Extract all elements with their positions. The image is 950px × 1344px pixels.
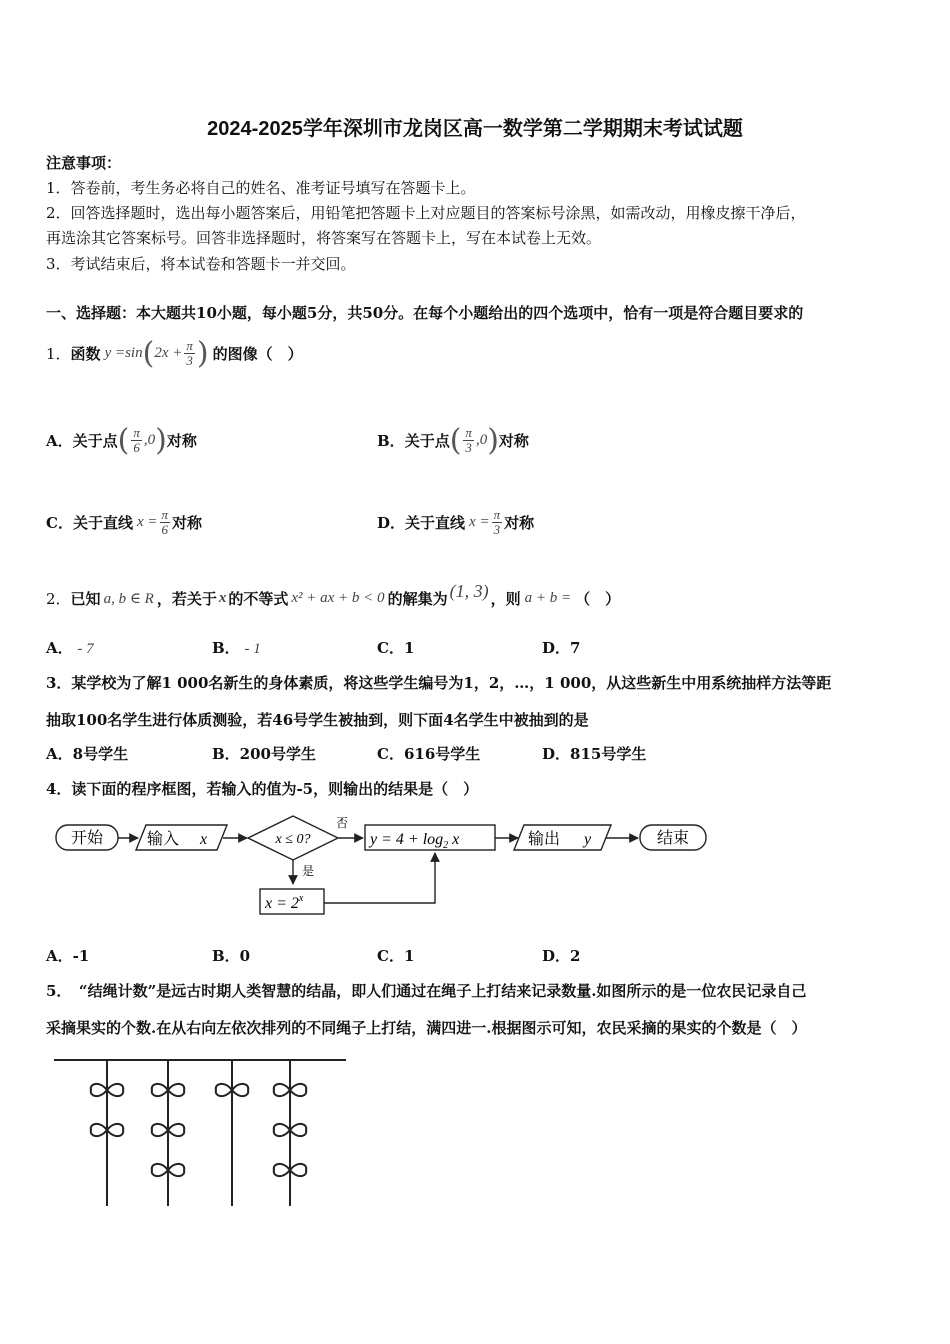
q1-post: 的图像（ ） [212,344,303,363]
q1-func-arg: 2x + [154,344,183,361]
q2-ab: a, b ∈ R [103,590,154,607]
q1-c-sym: 对称 [172,513,203,532]
svg-text:开始: 开始 [70,830,104,847]
fc-input-node [136,825,227,850]
q1-a-sym: 对称 [166,431,197,450]
q1-c-num: π [161,506,169,522]
q2-t6: （ ） [575,589,621,608]
question-2-stem [46,582,620,614]
q1-d-fraction [492,508,503,537]
svg-text:y = 4 + log2 x: $y = 4 + \log_2 x$ [370,831,460,851]
question-5-line1: 5． “结绳计数”是远古时期人类智慧的结晶，即人们通过在绳子上打结来记录数量.如图所示的是一位农民记录自己 [46,982,807,1000]
q1-d-xeq: x = [469,513,490,530]
svg-text:x ≤ 0?: x ≤ 0? [275,832,311,847]
svg-text:x = 2x: $x = 2^x$ [265,893,304,912]
q1-b-comma0: ,0 [475,431,488,448]
q1-c-den: 6 [161,521,168,537]
fc-pow-node [260,889,324,914]
q1-a-num: π [133,424,140,440]
q1-option-c[interactable] [46,500,202,544]
notice-item-2b: 再选涂其它答案标号。回答非选择题时，将答案写在答题卡上，写在本试卷上无效。 [46,229,602,247]
q1-a-fraction [131,426,142,455]
notice-item-1: 1．答卷前，考生务必将自己的姓名、准考证号填写在答题卡上。 [46,179,476,197]
q1-a-den: 6 [133,439,140,455]
q1-b-label: B． [377,431,405,450]
q2-set: (1, 3) [449,580,489,601]
q1-paren-open: ( [142,335,155,371]
q2-option-b[interactable] [212,637,261,658]
q2-option-a[interactable] [46,637,94,658]
section-heading: 一、选择题：本大题共10小题，每小题5分，共50分。在每个小题给出的四个选项中，恰有一项是符合题目要求的 [46,304,804,322]
knot-rope-figure [40,1048,360,1213]
svg-text:结束: 结束 [656,830,690,847]
q2-a-value: - 7 [77,641,94,657]
q1-b-point: 关于点 [404,431,450,450]
fc-condition-node [248,816,338,860]
q2-option-d[interactable]: D．7 [542,639,581,657]
q1-d-den: 3 [493,521,501,537]
q4-option-a[interactable]: A．-1 [46,947,90,965]
q1-paren-close: ) [196,335,209,371]
q1-frac-num: π [186,337,193,353]
q1-b-paren-close: ) [487,422,499,458]
q3-option-a[interactable]: A．8号学生 [46,745,129,763]
question-5-line2: 采摘果实的个数.在从右向左依次排列的不同绳子上打结，满四进一.根据图示可知，农民采摘的果实的个数是（ ） [46,1019,807,1037]
q1-a-paren-open: ( [117,422,130,458]
q1-a-paren-close: ) [155,422,167,458]
question-4-stem: 4．读下面的程序框图，若输入的值为-5，则输出的结果是（ ） [46,780,479,798]
svg-text:输入: 输入 [147,831,180,848]
q2-b-label: B． [212,639,240,657]
q1-func-y: y =sin [104,344,143,361]
q1-option-b[interactable] [377,418,529,462]
q1-b-paren-open: ( [449,422,462,458]
q1-c-xeq: x = [136,513,158,530]
svg-text:输出: 输出 [528,831,561,848]
notice-heading: 注意事项： [46,154,122,172]
q4-option-c[interactable]: C．1 [377,947,415,965]
q3-option-c[interactable]: C．616号学生 [377,745,481,763]
page-title: 2024-2025学年深圳市龙岗区高一数学第二学期期末考试试题 [207,118,743,140]
q4-option-b[interactable]: B．0 [212,947,251,965]
q2-t5: ，则 [490,589,521,608]
q1-c-label: C． [46,513,73,532]
q1-c-fraction [160,508,171,537]
q1-c-line: 关于直线 [72,513,133,532]
q1-d-label: D． [377,513,406,532]
q2-ineq: x² + ax + b < 0 [291,589,385,606]
q1-a-label: A． [46,431,73,450]
notice-item-3: 3．考试结束后，将本试卷和答题卡一并交回。 [46,255,356,273]
q1-fraction [184,339,195,368]
q1-frac-den: 3 [186,352,193,368]
question-3-line2: 抽取100名学生进行体质测验，若46号学生被抽到，则下面4名学生中被抽到的是 [46,711,589,729]
notice-item-2a: 2．回答选择题时，选出每小题答案后，用铅笔把答题卡上对应题目的答案标号涂黑，如需改动，用橡皮擦干净后， [46,204,806,222]
q2-a-label: A． [46,639,73,657]
q1-b-den: 3 [465,439,472,455]
q2-sum: a + b = [524,589,572,606]
q2-b-value: - 1 [244,641,261,657]
q1-option-a[interactable] [46,418,197,462]
q2-t3: 的不等式 [228,589,289,608]
fc-start-node [56,825,118,850]
q3-option-d[interactable]: D．815号学生 [542,745,647,763]
q2-number: 2． [46,589,71,608]
q2-option-c[interactable]: C．1 [377,639,415,657]
q1-d-num: π [493,506,501,522]
q1-option-d[interactable] [377,500,534,544]
svg-text:y: y [584,831,592,848]
question-1-stem [46,333,303,373]
fc-assign-node [365,825,495,851]
fc-no-label: 否 [336,816,349,830]
q2-x: x [218,589,227,606]
flowchart [50,808,720,923]
q1-pre: 函数 [70,344,101,363]
q1-b-num: π [465,424,472,440]
q1-d-line: 关于直线 [405,513,466,532]
q1-a-comma0: ,0 [143,431,156,448]
q1-b-sym: 对称 [498,431,529,450]
svg-text:x: x [200,831,208,848]
q4-option-d[interactable]: D．2 [542,947,581,965]
fc-arrow-return [324,853,435,903]
fc-yes-label: 是 [302,864,315,878]
q2-t1: 已知 [70,589,101,608]
q1-d-sym: 对称 [504,513,535,532]
q1-a-point: 关于点 [72,431,118,450]
q1-number: 1． [46,344,71,363]
q2-t4: 的解集为 [387,589,448,608]
question-3-line1: 3．某学校为了解1 000名新生的身体素质，将这些学生编号为1，2，…，1 000，从这些新生中用系统抽样方法等距 [46,674,832,692]
fc-end-node [640,825,706,850]
q1-b-fraction [463,426,474,455]
q3-option-b[interactable]: B．200号学生 [212,745,316,763]
fc-output-node [514,825,611,850]
q2-t2: ，若关于 [156,589,217,608]
